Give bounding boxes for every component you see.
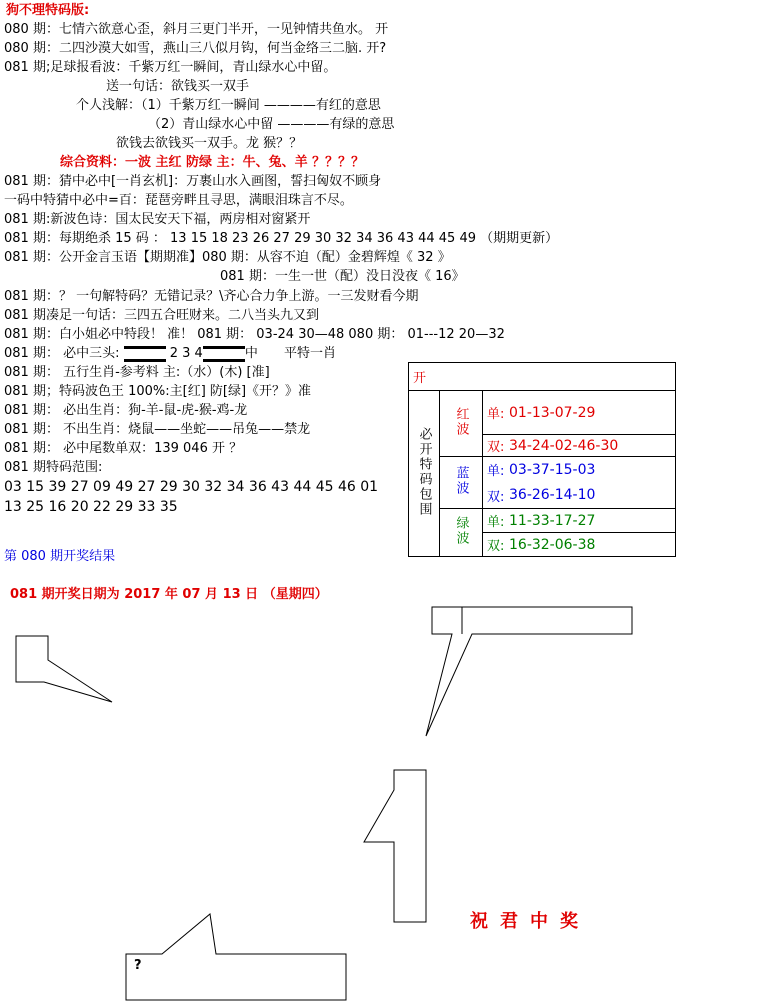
odd-numbers: 01-13-07-29	[505, 391, 676, 435]
text-line: 欲钱去欲钱买一双手。龙 猴？？	[116, 136, 303, 151]
text-line: 081 期：猜中必中[一肖玄机]：万裹山水入画图，誓扫匈奴不顾身	[4, 174, 382, 189]
santou-nums: 2 3 4	[169, 346, 203, 361]
text-line: 一码中特猜中必中=百：琵琶旁畔且寻思，满眼泪珠言不尽。	[4, 193, 353, 208]
bubble-question: ?	[134, 958, 142, 973]
number-line: 13 25 16 20 22 29 33 35	[4, 499, 178, 515]
text-line: （2）青山绿水心中留 ————有绿的意思	[148, 117, 395, 132]
text-line: 081 期特码范围:	[4, 460, 103, 475]
text-line: 081 期： 必中尾数单双：139 046 开 ？	[4, 441, 243, 456]
text-line: 081 期：公开金言玉语【期期准】080 期：从容不迫（配）金碧辉煌《 32 》	[4, 250, 451, 265]
blessing-text: 祝君中奖	[470, 911, 590, 932]
text-line: 080 期：二四沙漠大如雪，燕山三八似月钩，何当金络三二脑. 开?	[4, 41, 387, 56]
draw-date: 081 期开奖日期为 2017 年 07 月 13 日 （星期四）	[10, 587, 328, 602]
page-title: 狗不理特码版:	[6, 3, 90, 18]
text-line: 081 期：白小姐必中特段！ 准！ 081 期： 03-24 30—48 080 期： 01---12 20—32	[4, 327, 505, 342]
wave-name-blue: 蓝波	[440, 457, 483, 509]
odd-label: 单:	[483, 391, 506, 435]
wave-name-green: 绿波	[440, 509, 483, 557]
santou-tail: 平特一肖	[283, 346, 336, 361]
text-line: 081 期： 不出生肖：烧鼠——坐蛇——吊兔——禁龙	[4, 422, 311, 437]
bubble-top-right-shape	[426, 607, 632, 736]
text-line: 080 期：七情六欲意心歪，斜月三更门半开，一见钟情共鱼水。 开	[4, 22, 389, 37]
even-numbers: 16-32-06-38	[505, 533, 676, 557]
text-line: 个人浅解：（1）千紫万红一瞬间 ————有红的意思	[76, 98, 381, 113]
text-line: 081 期凑足一句话：三四五合旺财来。二八当头九又到	[4, 308, 319, 323]
bubble-middle-shape	[364, 770, 426, 922]
even-numbers: 34-24-02-46-30	[505, 435, 676, 457]
text-line: 081 期;足球报看波：千紫万红一瞬间，青山绿水心中留。	[4, 60, 337, 75]
even-label: 双:	[483, 533, 506, 557]
even-numbers: 36-26-14-10	[505, 483, 676, 509]
odd-numbers: 11-33-17-27	[505, 509, 676, 533]
number-line: 03 15 39 27 09 49 27 29 30 32 34 36 43 44 45 46 01	[4, 479, 379, 495]
odd-numbers: 03-37-15-03	[505, 457, 676, 483]
text-line: 081 期：一生一世（配）没日没夜《 16》	[220, 269, 465, 284]
odd-label: 单:	[483, 457, 506, 483]
text-line: 081 期:新波色诗：国太民安天下福，两房相对窗紧开	[4, 212, 311, 227]
text-line: 送一句话：欲钱买一双手	[106, 79, 250, 94]
bubble-left-shape	[16, 636, 112, 702]
text-line: 081 期： 必出生肖：狗-羊-鼠-虎-猴-鸡-龙	[4, 403, 248, 418]
even-label: 双:	[483, 435, 506, 457]
text-line: 081 期；特码波色王 100%:主[红] 防[绿]《开？》准	[4, 384, 312, 399]
text-line: 081 期：？ 一句解特码？无错记录？\齐心合力争上游。一三发财看今期	[4, 289, 419, 304]
wave-name-red: 红波	[440, 391, 483, 457]
text-line: 081 期： 五行生肖-参考料 主:（水）(木) [准]	[4, 365, 270, 380]
even-label: 双:	[483, 483, 506, 509]
odd-label: 单:	[483, 509, 506, 533]
text-line: 081 期：每期绝杀 15 码 ： 13 15 18 23 26 27 29 30 32 34 36 43 44 45 49 （期期更新）	[4, 231, 559, 246]
zonghe-line: 综合资料：一波 主红 防绿 主：牛、兔、羊 ？？？？	[60, 155, 365, 170]
result-title: 第 080 期开奖结果	[4, 549, 116, 564]
santou-label: 081 期： 必中三头:	[4, 346, 120, 361]
santou-suffix: 中	[244, 346, 258, 361]
table-header: 开	[409, 363, 676, 391]
bubble-bottom-shape	[126, 914, 346, 1000]
side-label: 必开特码包围	[416, 426, 432, 517]
